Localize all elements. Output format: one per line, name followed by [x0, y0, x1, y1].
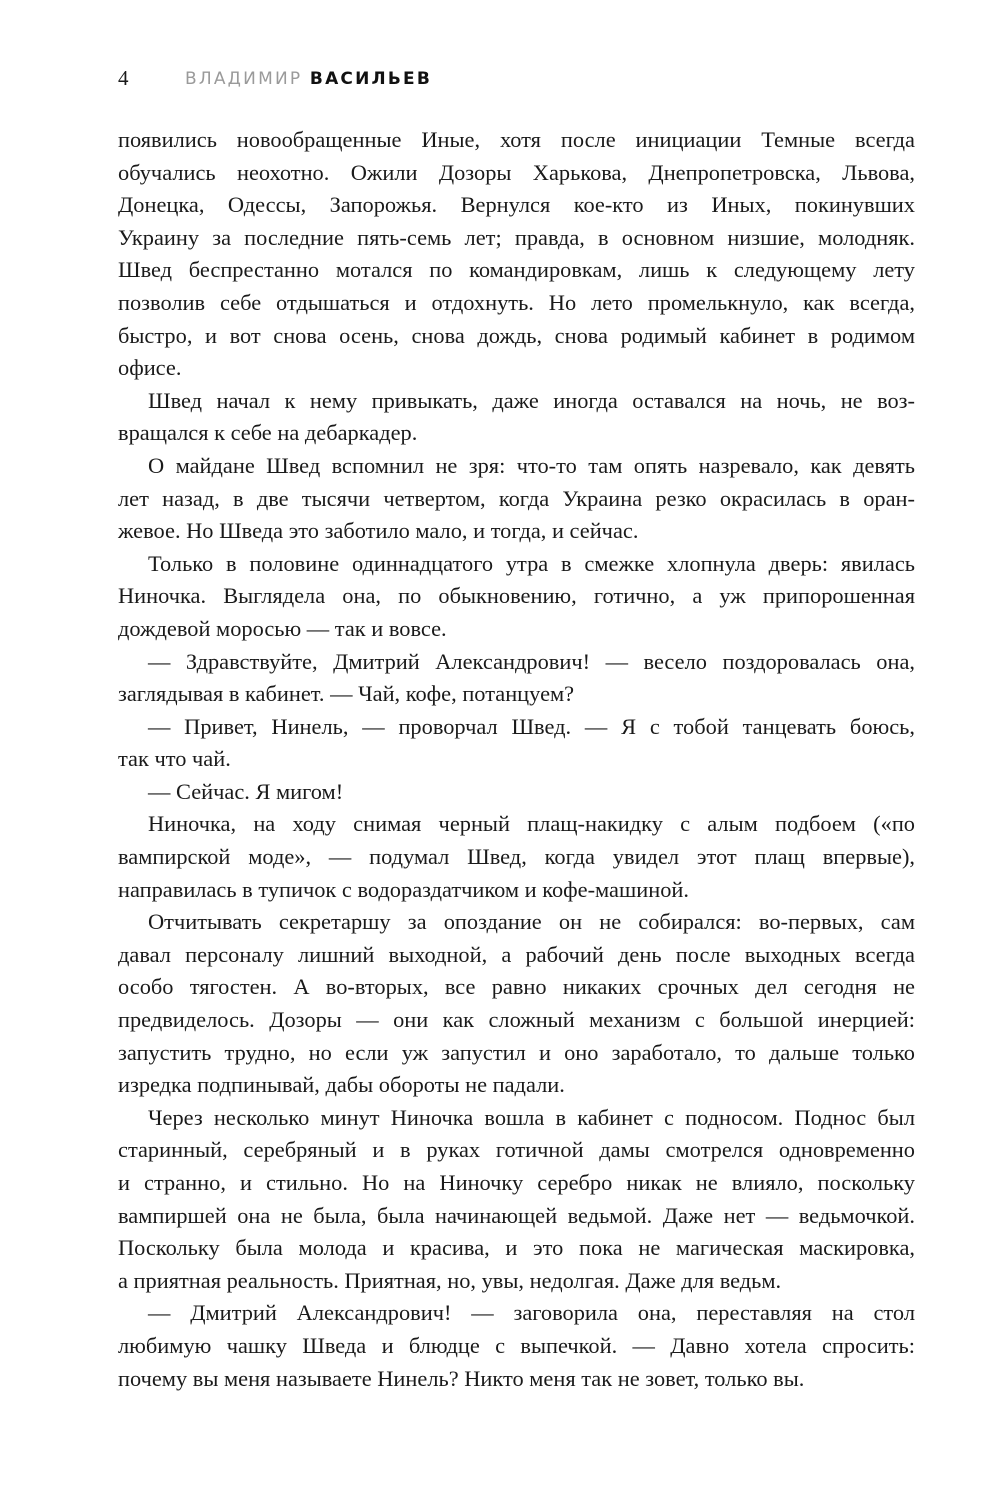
text-line: появились новообращенные Иные, хотя после инициации Темные всегда — [118, 127, 915, 152]
text-line: О майдане Швед вспомнил не зря: что-то там опять назревало, как девять — [148, 452, 915, 478]
text-line: предвиделось. Дозоры — они как сложный механизм с большой инерцией: — [118, 1007, 915, 1033]
paragraph — [118, 808, 915, 906]
text-line: вампиршей она не была, была начинающей ведьмой. Даже нет — ведьмочкой. — [118, 1202, 915, 1228]
text-line: Отчитывать секретаршу за опоздание он не собирался: во-первых, сам — [148, 909, 915, 935]
text-line: так что чай. — [118, 746, 231, 772]
paragraph — [118, 1102, 915, 1298]
text-line: вращался к себе на дебаркадер. — [118, 420, 418, 446]
text-line: любимую чашку Шведа и блюдце с выпечкой. — Давно хотела спросить: — [118, 1332, 915, 1358]
text-line: — Здравствуйте, Дмитрий Александрович! — весело поздоровалась она, — [148, 648, 915, 674]
page-number: 4 — [118, 66, 129, 90]
text-line: вампирской моде», — подумал Швед, когда увидел этот плащ впервые), — [118, 844, 915, 870]
paragraph — [118, 646, 915, 711]
text-line: заглядывая в кабинет. — Чай, кофе, потанцуем? — [118, 681, 575, 707]
text-line: изредка подпинывай, дабы обороты не падали. — [118, 1072, 565, 1098]
text-line: Только в половине одиннадцатого утра в смежке хлопнула дверь: явилась — [148, 550, 915, 576]
text-line: позволив себе отдышаться и отдохнуть. Но лето промелькнуло, как всегда, — [118, 289, 915, 315]
text-line: Швед беспрестанно мотался по командировкам, лишь к следующему лету — [118, 257, 915, 283]
text-line: Украину за последние пять-семь лет; правда, в основном низшие, молодняк. — [118, 224, 915, 250]
author-last-name: ВАСИЛЬЕВ — [309, 69, 432, 89]
text-line: а приятная реальность. Приятная, но, увы, недолгая. Даже для ведьм. — [118, 1267, 782, 1293]
author-first-name: ВЛАДИМИР — [185, 69, 303, 89]
paragraph — [118, 906, 915, 1102]
paragraph — [118, 1297, 915, 1395]
text-line: давал персоналу лишний выходной, а рабочий день после выходных всегда — [118, 941, 915, 967]
paragraph — [118, 450, 915, 548]
text-line: запустить трудно, но если уж запустил и оно заработало, то дальше только — [118, 1039, 915, 1065]
text-line: Через несколько минут Ниночка вошла в кабинет с подносом. Поднос был — [148, 1104, 915, 1130]
text-line: обучались неохотно. Ожили Дозоры Харькова, Днепропетровска, Львова, — [118, 159, 915, 185]
text-line: — Сейчас. Я мигом! — [148, 778, 344, 804]
text-line: — Привет, Нинель, — проворчал Швед. — Я с тобой танцевать боюсь, — [148, 713, 915, 739]
text-line: офисе. — [118, 355, 182, 381]
text-line: особо тягостен. А во-вторых, все равно никаких срочных дел сегодня не — [118, 974, 915, 1000]
text-line: старинный, серебряный и в руках готичной дамы смотрелся одновременно — [118, 1137, 915, 1163]
text-line: жевое. Но Шведа это заботило мало, и тогда, и сейчас. — [118, 518, 639, 544]
text-line: дождевой моросью — так и вовсе. — [118, 615, 447, 641]
text-line: быстро, и вот снова осень, снова дождь, снова родимый кабинет в родимом — [118, 322, 915, 348]
text-line: Поскольку была молода и красива, и это пока не магическая маскировка, — [118, 1235, 915, 1261]
text-line: Ниночка. Выглядела она, по обыкновению, готично, а уж припорошенная — [118, 583, 915, 609]
text-line: Ниночка, на ходу снимая черный плащ-накидку с алым подбоем («по — [148, 811, 915, 837]
text-line: направилась в тупичок с водораздатчиком и кофе-машиной. — [118, 876, 689, 902]
paragraph — [118, 385, 915, 450]
paragraph — [118, 548, 915, 646]
text-line: лет назад, в две тысячи четвертом, когда Украина резко окрасилась в оран- — [118, 485, 915, 511]
paragraph — [118, 124, 915, 385]
paragraph — [118, 776, 915, 809]
body-text — [118, 124, 915, 1395]
text-line: почему вы меня называете Нинель? Никто меня так не зовет, только вы. — [118, 1365, 805, 1391]
text-line: — Дмитрий Александрович! — заговорила она, переставляя на стол — [148, 1300, 915, 1326]
text-line: Донецка, Одессы, Запорожья. Вернулся кое-кто из Иных, покинувших — [118, 192, 915, 218]
paragraph — [118, 711, 915, 776]
author-name — [185, 69, 432, 89]
text-line: Швед начал к нему привыкать, даже иногда оставался на ночь, не воз- — [148, 387, 915, 413]
text-line: и странно, и стильно. Но на Ниночку серебро никак не влияло, поскольку — [118, 1170, 915, 1195]
